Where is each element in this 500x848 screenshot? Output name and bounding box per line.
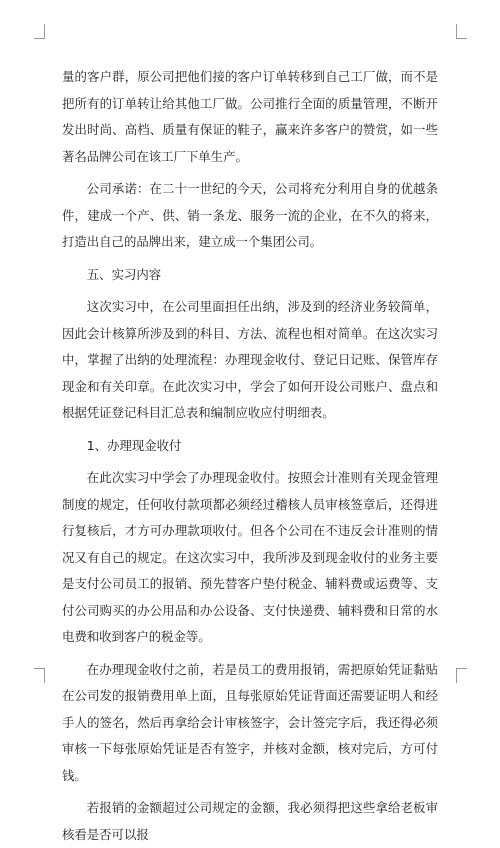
crop-mark-top-left [34, 24, 45, 39]
paragraph-1: 量的客户群，原公司把他们接的客户订单转移到自己工厂做，而不是把所有的订单转让给其他工厂做。公司推行全面的质量管理，不断开发出时尚、高档、质量有保证的鞋子，赢来许多客户的赞赏，如一些著名品牌公司在该工厂下单生产。 [62, 69, 438, 164]
section-heading: 五、实习内容 [86, 266, 162, 282]
crop-mark-bottom-left [34, 668, 45, 683]
paragraph-5: 在办理现金收付之前，若是员工的费用报销，需把原始凭证黏贴在公司发的报销费用单上面，且每张原始凭证背面还需要证明人和经手人的签名，然后再拿给会计审核签字，会计签完字后，我还得必须审核一下每张原始凭证是否有签字，并核对金额，核对完后，方可付钱。 [62, 661, 438, 783]
crop-mark-bottom-right [456, 668, 467, 683]
subsection-heading: 1、办理现金收付 [86, 437, 182, 453]
crop-mark-top-right [456, 24, 467, 39]
paragraph-4: 在此次实习中学会了办理现金收付。按照会计准则有关现金管理制度的规定，任何收付款项都必须经过稽核人员审核签章后，还得进行复核后，才方可办理款项收付。但各个公司在不违反会计准则的情况又有自己的规定。在这次实习中，我所涉及到现金收付的业务主要是支付公司员工的报销、预先替客户垫付税金、辅料费或运费等、支付公司购买的办公用品和办公设备、支付快递费、辅料费和日常的水电费和收到客户的税金等。 [62, 470, 438, 644]
paragraph-2: 公司承诺：在二十一世纪的今天，公司将充分利用自身的优越条件，建成一个产、供、销一条龙、服务一流的企业，在不久的将来，打造出自己的品牌出来，建立成一个集团公司。 [62, 181, 438, 249]
document-body [62, 64, 438, 848]
paragraph-6: 若报销的金额超过公司规定的金额，我必须得把这些拿给老板审核看是否可以报 [62, 800, 438, 842]
paragraph-3: 这次实习中，在公司里面担任出纳，涉及到的经济业务较简单，因此会计核算所涉及到的科目、方法、流程也相对简单。在这次实习中，掌握了出纳的处理流程：办理现金收付、登记日记账、保管库存现金和有关印章。在此次实习中，学会了如何开设公司账户、盘点和根据凭证登记科目汇总表和编制应收应付明细表。 [62, 299, 438, 420]
